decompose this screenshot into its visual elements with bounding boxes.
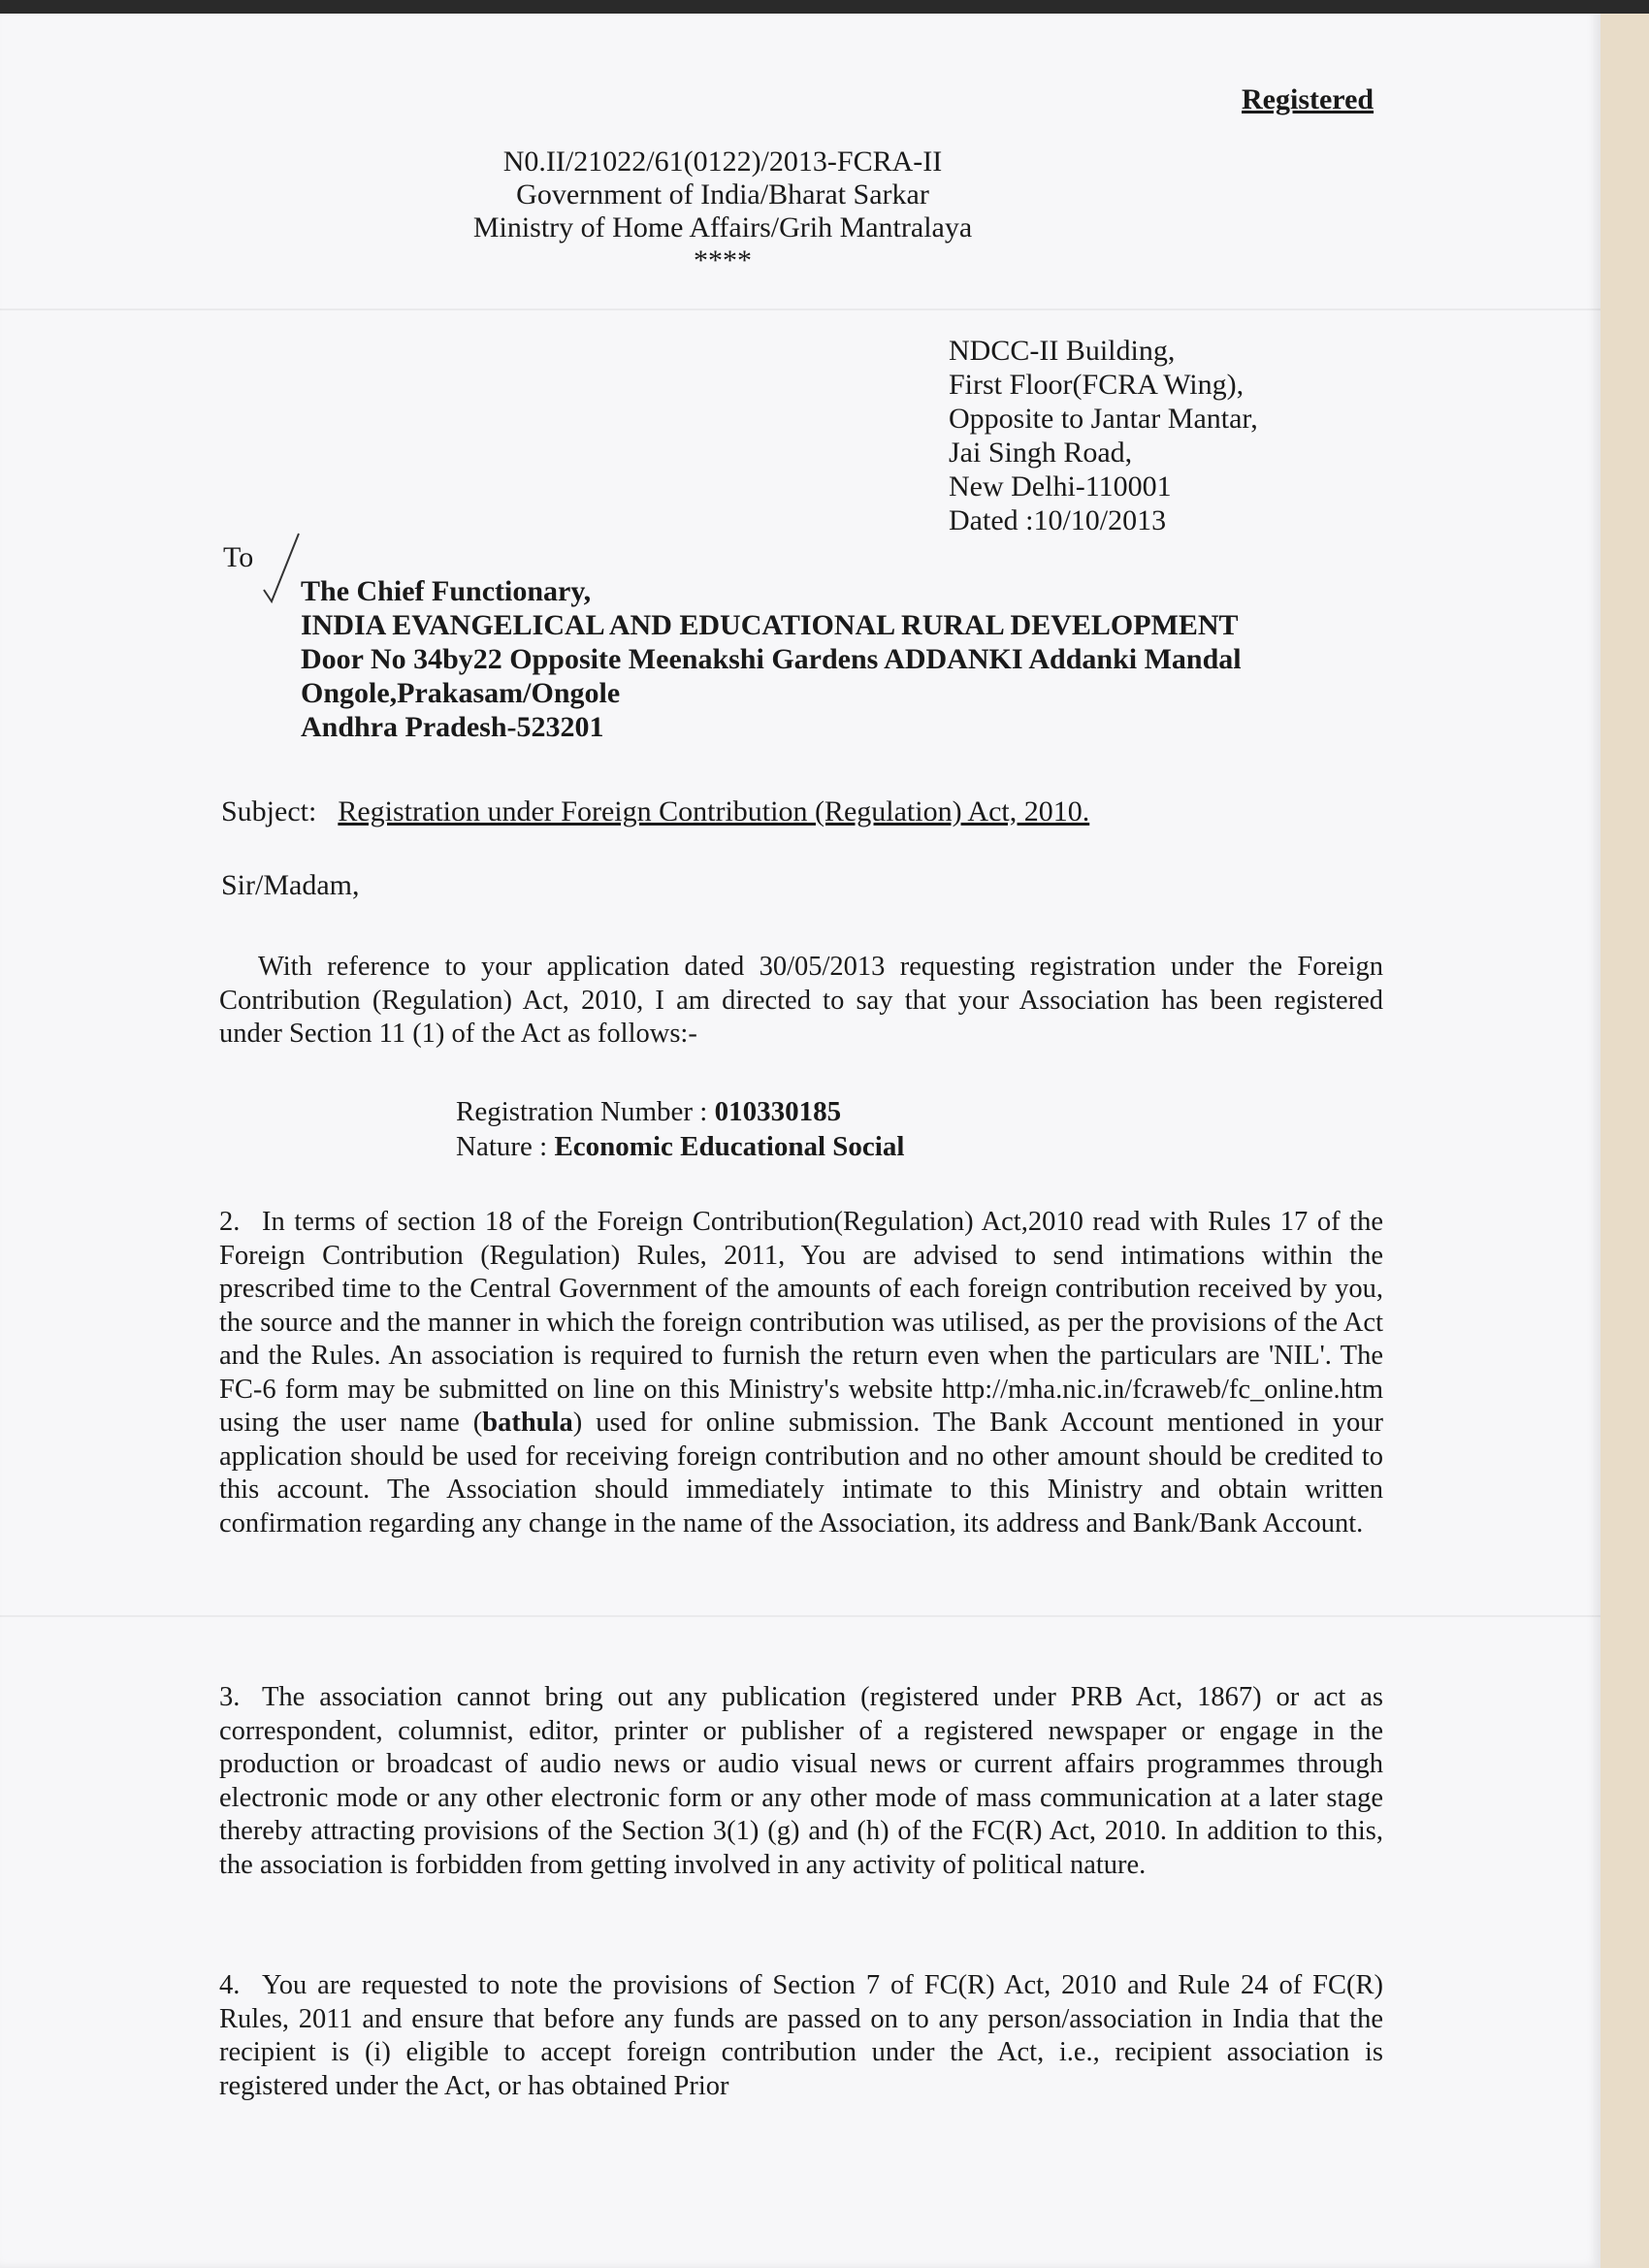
subject-line xyxy=(221,795,1089,828)
reference-number: N0.II/21022/61(0122)/2013-FCRA-II xyxy=(502,146,943,178)
paragraph-number: 4. xyxy=(219,1970,241,2000)
ministry-name: Ministry of Home Affairs/Grih Mantralaya xyxy=(472,211,973,243)
tick-mark-icon xyxy=(250,532,308,609)
nature-value: Economic Educational Social xyxy=(554,1131,905,1162)
paragraph-text: The association cannot bring out any publication (registered under PRB Act, 1867) or act as correspondent, columnist, editor, printer or publisher of a registered newspaper or engage in the production or broadcast of audio news or audio visual news or current affairs programmes through electronic mode or any other electronic form or any other mode of mass communication at a later stage thereby attracting provisions of the Section 3(1) (g) and (h) of the FC(R) Act, 2010. In addition to this, the association is forbidden from getting involved in any activity of political nature. xyxy=(219,1682,1383,1880)
address-line: First Floor(FCRA Wing), xyxy=(949,369,1245,401)
paragraph-4 xyxy=(219,1969,1383,2103)
recipient-organization: INDIA EVANGELICAL AND EDUCATIONAL RURAL DEVELOPMENT xyxy=(301,609,1239,641)
paper-fold-line xyxy=(0,1615,1600,1617)
paper-fold-line xyxy=(0,308,1600,310)
salutation: Sir/Madam, xyxy=(221,869,360,901)
paragraph-3 xyxy=(219,1681,1383,1882)
paragraph-number: 2. xyxy=(219,1207,241,1237)
letter-date: Dated :10/10/2013 xyxy=(949,504,1167,536)
paragraph-1: With reference to your application dated 30/05/2013 requesting registration under the Foreign Contribution (Regulation) Act, 2010, I am directed to say that your Association has been registered under Section 11 (1) of the Act as follows:- xyxy=(219,952,1383,1049)
recipient-address-line: Ongole,Prakasam/Ongole xyxy=(301,677,621,709)
address-line: New Delhi-110001 xyxy=(949,470,1172,502)
recipient-title: The Chief Functionary, xyxy=(301,575,592,607)
paragraph-text: You are requested to note the provisions of Section 7 of FC(R) Act, 2010 and Rule 24 of FC(R) Rules, 2011 and ensure that before any funds are passed on to any person/association in India that the recipient is (i) eligible to accept foreign contribution under the Act, i.e., recipient association is registered under the Act, or has obtained Prior xyxy=(219,1970,1383,2101)
recipient-block xyxy=(301,574,1242,744)
to-label: To xyxy=(223,541,254,573)
address-line: Opposite to Jantar Mantar, xyxy=(949,403,1258,435)
government-name: Government of India/Bharat Sarkar xyxy=(516,178,929,211)
letter-header xyxy=(417,146,1028,277)
subject-text: Registration under Foreign Contribution (Regulation) Act, 2010. xyxy=(338,795,1090,827)
nature-label: Nature : xyxy=(456,1131,555,1162)
scan-right-edge xyxy=(1600,14,1649,2268)
paragraph-text: In terms of section 18 of the Foreign Contribution(Regulation) Act,2010 read with Rules 17 of the Foreign Contribution (Regulation) Rules, 2011, You are advised to send intimations within the prescribed time to the Central Government of the amounts of each foreign contribution received by you, the source and the manner in which the foreign contribution was utilised, as per the provisions of the Act and the Rules. An association is required to furnish the return even when the particulars are 'NIL'. The FC-6 form may be submitted on line on this Ministry's website http://mha.nic.in/fcraweb/fc_online.htm using the user name ( xyxy=(219,1207,1383,1438)
registration-number-label: Registration Number : xyxy=(456,1096,715,1127)
registration-number-value: 010330185 xyxy=(714,1096,842,1127)
paragraph-2 xyxy=(219,1206,1383,1540)
sender-address xyxy=(949,334,1258,537)
recipient-address-line: Door No 34by22 Opposite Meenakshi Gardens ADDANKI Addanki Mandal xyxy=(301,643,1242,675)
address-line: NDCC-II Building, xyxy=(949,335,1176,367)
scan-top-border xyxy=(0,0,1649,14)
address-line: Jai Singh Road, xyxy=(949,437,1133,469)
registration-details xyxy=(456,1094,904,1164)
recipient-address-line: Andhra Pradesh-523201 xyxy=(301,711,604,743)
header-stars: **** xyxy=(694,244,752,276)
paragraph-text: ) used for online submission. The Bank Account mentioned in your application should be used for receiving foreign contribution and no other amount should be credited to this account. The Association should immediately intimate to this Ministry and obtain written confirmation regarding any change in the name of the Association, its address and Bank/Bank Account. xyxy=(219,1408,1383,1539)
paragraph-number: 3. xyxy=(219,1682,241,1712)
subject-label: Subject: xyxy=(221,795,317,827)
registered-label: Registered xyxy=(1242,83,1374,115)
user-name: bathula xyxy=(482,1408,573,1438)
